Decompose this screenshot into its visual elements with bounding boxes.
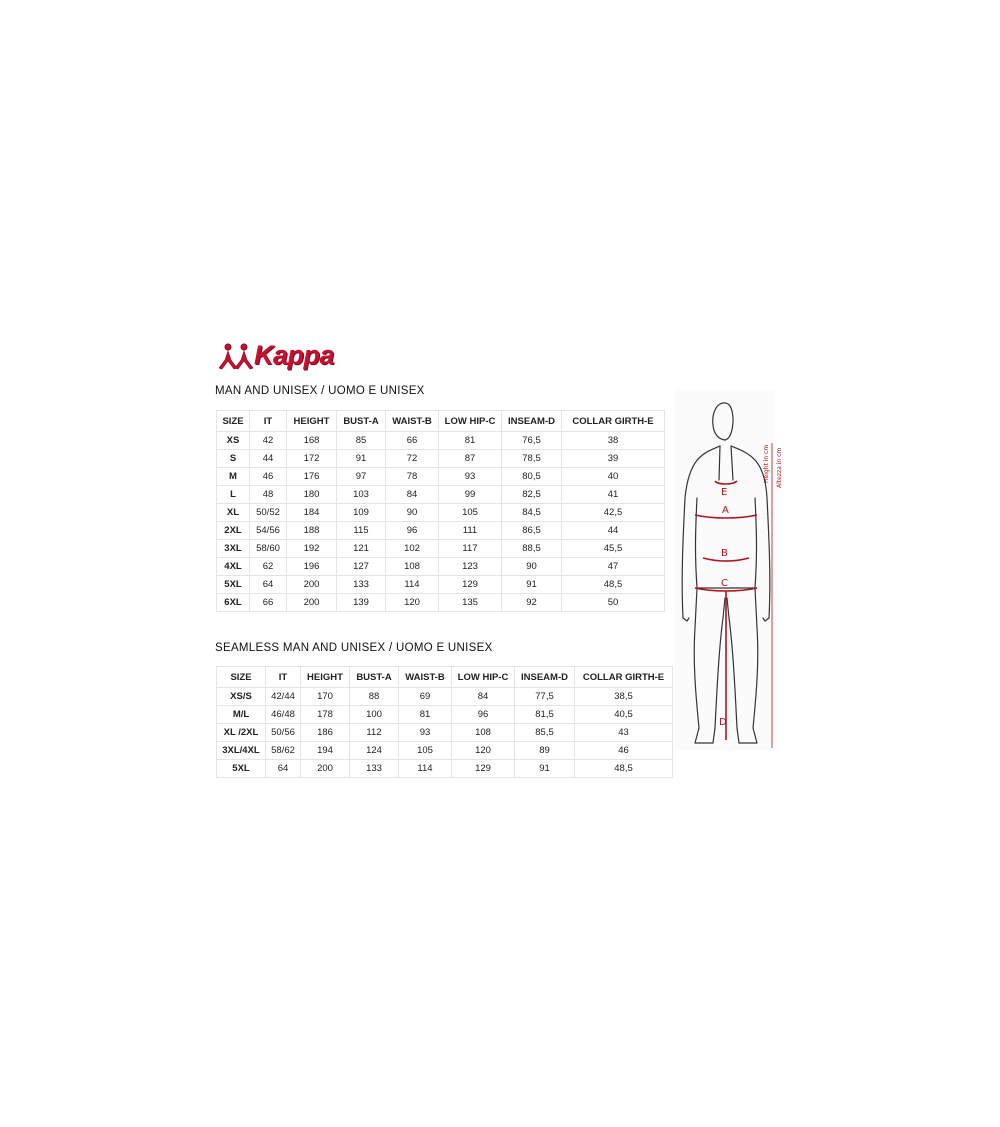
value-cell: 41	[562, 486, 665, 504]
table-row	[217, 760, 673, 778]
table-header-row	[217, 667, 673, 688]
size-cell: 5XL	[217, 576, 250, 594]
table-row	[217, 688, 673, 706]
value-cell: 46	[575, 742, 673, 760]
size-cell: M	[217, 468, 250, 486]
size-cell: 4XL	[217, 558, 250, 576]
value-cell: 178	[301, 706, 350, 724]
table-row	[217, 742, 673, 760]
size-cell: 6XL	[217, 594, 250, 612]
value-cell: 64	[266, 760, 301, 778]
value-cell: 38	[562, 432, 665, 450]
value-cell: 81,5	[515, 706, 575, 724]
value-cell: 91	[337, 450, 386, 468]
table-row	[217, 522, 665, 540]
value-cell: 66	[386, 432, 439, 450]
value-cell: 108	[386, 558, 439, 576]
column-header: HEIGHT	[301, 667, 350, 688]
value-cell: 93	[399, 724, 452, 742]
value-cell: 77,5	[515, 688, 575, 706]
value-cell: 46	[250, 468, 287, 486]
value-cell: 84	[386, 486, 439, 504]
size-cell: M/L	[217, 706, 266, 724]
value-cell: 90	[502, 558, 562, 576]
table-row	[217, 558, 665, 576]
value-cell: 89	[515, 742, 575, 760]
column-header: LOW HIP-C	[439, 411, 502, 432]
column-header: WAIST-B	[399, 667, 452, 688]
value-cell: 43	[575, 724, 673, 742]
value-cell: 114	[386, 576, 439, 594]
size-cell: XL	[217, 504, 250, 522]
value-cell: 90	[386, 504, 439, 522]
column-header: IT	[250, 411, 287, 432]
column-header: SIZE	[217, 411, 250, 432]
value-cell: 62	[250, 558, 287, 576]
value-cell: 84,5	[502, 504, 562, 522]
value-cell: 108	[452, 724, 515, 742]
value-cell: 184	[287, 504, 337, 522]
value-cell: 85,5	[515, 724, 575, 742]
value-cell: 123	[439, 558, 502, 576]
value-cell: 188	[287, 522, 337, 540]
size-cell: XS	[217, 432, 250, 450]
value-cell: 127	[337, 558, 386, 576]
value-cell: 133	[350, 760, 399, 778]
value-cell: 135	[439, 594, 502, 612]
height-label-it: Altezza in cm	[776, 447, 783, 488]
value-cell: 200	[301, 760, 350, 778]
value-cell: 69	[399, 688, 452, 706]
value-cell: 111	[439, 522, 502, 540]
size-table-man-unisex	[216, 410, 665, 612]
size-cell: XS/S	[217, 688, 266, 706]
column-header: WAIST-B	[386, 411, 439, 432]
value-cell: 84	[452, 688, 515, 706]
value-cell: 99	[439, 486, 502, 504]
column-header: BUST-A	[337, 411, 386, 432]
value-cell: 40,5	[575, 706, 673, 724]
table-row	[217, 504, 665, 522]
value-cell: 105	[399, 742, 452, 760]
value-cell: 58/60	[250, 540, 287, 558]
value-cell: 88,5	[502, 540, 562, 558]
value-cell: 78	[386, 468, 439, 486]
value-cell: 82,5	[502, 486, 562, 504]
value-cell: 168	[287, 432, 337, 450]
size-table-seamless	[216, 666, 673, 778]
value-cell: 50/56	[266, 724, 301, 742]
value-cell: 87	[439, 450, 502, 468]
value-cell: 50/52	[250, 504, 287, 522]
value-cell: 48,5	[575, 760, 673, 778]
value-cell: 139	[337, 594, 386, 612]
table-row	[217, 432, 665, 450]
section-title-man-unisex: MAN AND UNISEX / UOMO E UNISEX	[215, 385, 425, 397]
column-header: SIZE	[217, 667, 266, 688]
size-cell: 5XL	[217, 760, 266, 778]
value-cell: 81	[439, 432, 502, 450]
value-cell: 48	[250, 486, 287, 504]
value-cell: 121	[337, 540, 386, 558]
size-cell: XL /2XL	[217, 724, 266, 742]
value-cell: 120	[386, 594, 439, 612]
omini-logo-icon	[216, 342, 256, 370]
value-cell: 102	[386, 540, 439, 558]
value-cell: 176	[287, 468, 337, 486]
value-cell: 114	[399, 760, 452, 778]
table-row	[217, 540, 665, 558]
value-cell: 40	[562, 468, 665, 486]
human-body-outline-icon	[673, 388, 793, 753]
value-cell: 44	[562, 522, 665, 540]
value-cell: 48,5	[562, 576, 665, 594]
value-cell: 38,5	[575, 688, 673, 706]
value-cell: 44	[250, 450, 287, 468]
value-cell: 93	[439, 468, 502, 486]
value-cell: 85	[337, 432, 386, 450]
value-cell: 103	[337, 486, 386, 504]
value-cell: 39	[562, 450, 665, 468]
value-cell: 91	[515, 760, 575, 778]
size-cell: S	[217, 450, 250, 468]
value-cell: 66	[250, 594, 287, 612]
value-cell: 180	[287, 486, 337, 504]
table-row	[217, 468, 665, 486]
value-cell: 200	[287, 576, 337, 594]
column-header: COLLAR GIRTH-E	[575, 667, 673, 688]
column-header: LOW HIP-C	[452, 667, 515, 688]
value-cell: 72	[386, 450, 439, 468]
height-label-en: Height in cm	[763, 444, 770, 483]
column-header: INSEAM-D	[502, 411, 562, 432]
value-cell: 42/44	[266, 688, 301, 706]
value-cell: 92	[502, 594, 562, 612]
value-cell: 194	[301, 742, 350, 760]
kappa-logo	[216, 342, 366, 372]
marker-b: B	[721, 548, 728, 559]
table-row	[217, 594, 665, 612]
value-cell: 115	[337, 522, 386, 540]
value-cell: 78,5	[502, 450, 562, 468]
value-cell: 172	[287, 450, 337, 468]
table-row	[217, 576, 665, 594]
marker-c: C	[721, 578, 728, 589]
table-row	[217, 724, 673, 742]
value-cell: 109	[337, 504, 386, 522]
value-cell: 64	[250, 576, 287, 594]
column-header: INSEAM-D	[515, 667, 575, 688]
size-cell: 3XL	[217, 540, 250, 558]
table-row	[217, 450, 665, 468]
brand-name: Kappa	[254, 340, 335, 370]
value-cell: 50	[562, 594, 665, 612]
table-row	[217, 486, 665, 504]
value-cell: 129	[452, 760, 515, 778]
value-cell: 124	[350, 742, 399, 760]
value-cell: 47	[562, 558, 665, 576]
value-cell: 97	[337, 468, 386, 486]
value-cell: 186	[301, 724, 350, 742]
value-cell: 96	[452, 706, 515, 724]
value-cell: 112	[350, 724, 399, 742]
column-header: HEIGHT	[287, 411, 337, 432]
value-cell: 100	[350, 706, 399, 724]
value-cell: 91	[502, 576, 562, 594]
size-cell: 2XL	[217, 522, 250, 540]
value-cell: 54/56	[250, 522, 287, 540]
table-header-row	[217, 411, 665, 432]
value-cell: 76,5	[502, 432, 562, 450]
body-measurement-figure	[673, 388, 793, 753]
value-cell: 81	[399, 706, 452, 724]
value-cell: 120	[452, 742, 515, 760]
value-cell: 133	[337, 576, 386, 594]
column-header: BUST-A	[350, 667, 399, 688]
value-cell: 86,5	[502, 522, 562, 540]
size-cell: 3XL/4XL	[217, 742, 266, 760]
value-cell: 192	[287, 540, 337, 558]
value-cell: 42	[250, 432, 287, 450]
value-cell: 58/62	[266, 742, 301, 760]
value-cell: 80,5	[502, 468, 562, 486]
value-cell: 105	[439, 504, 502, 522]
table-row	[217, 706, 673, 724]
marker-a: A	[722, 505, 729, 516]
value-cell: 46/48	[266, 706, 301, 724]
value-cell: 45,5	[562, 540, 665, 558]
marker-d: D	[719, 717, 727, 728]
value-cell: 129	[439, 576, 502, 594]
marker-e: E	[721, 487, 728, 498]
value-cell: 96	[386, 522, 439, 540]
column-header: IT	[266, 667, 301, 688]
section-title-seamless: SEAMLESS MAN AND UNISEX / UOMO E UNISEX	[215, 642, 493, 654]
size-cell: L	[217, 486, 250, 504]
value-cell: 88	[350, 688, 399, 706]
value-cell: 196	[287, 558, 337, 576]
value-cell: 117	[439, 540, 502, 558]
value-cell: 200	[287, 594, 337, 612]
value-cell: 170	[301, 688, 350, 706]
column-header: COLLAR GIRTH-E	[562, 411, 665, 432]
value-cell: 42,5	[562, 504, 665, 522]
